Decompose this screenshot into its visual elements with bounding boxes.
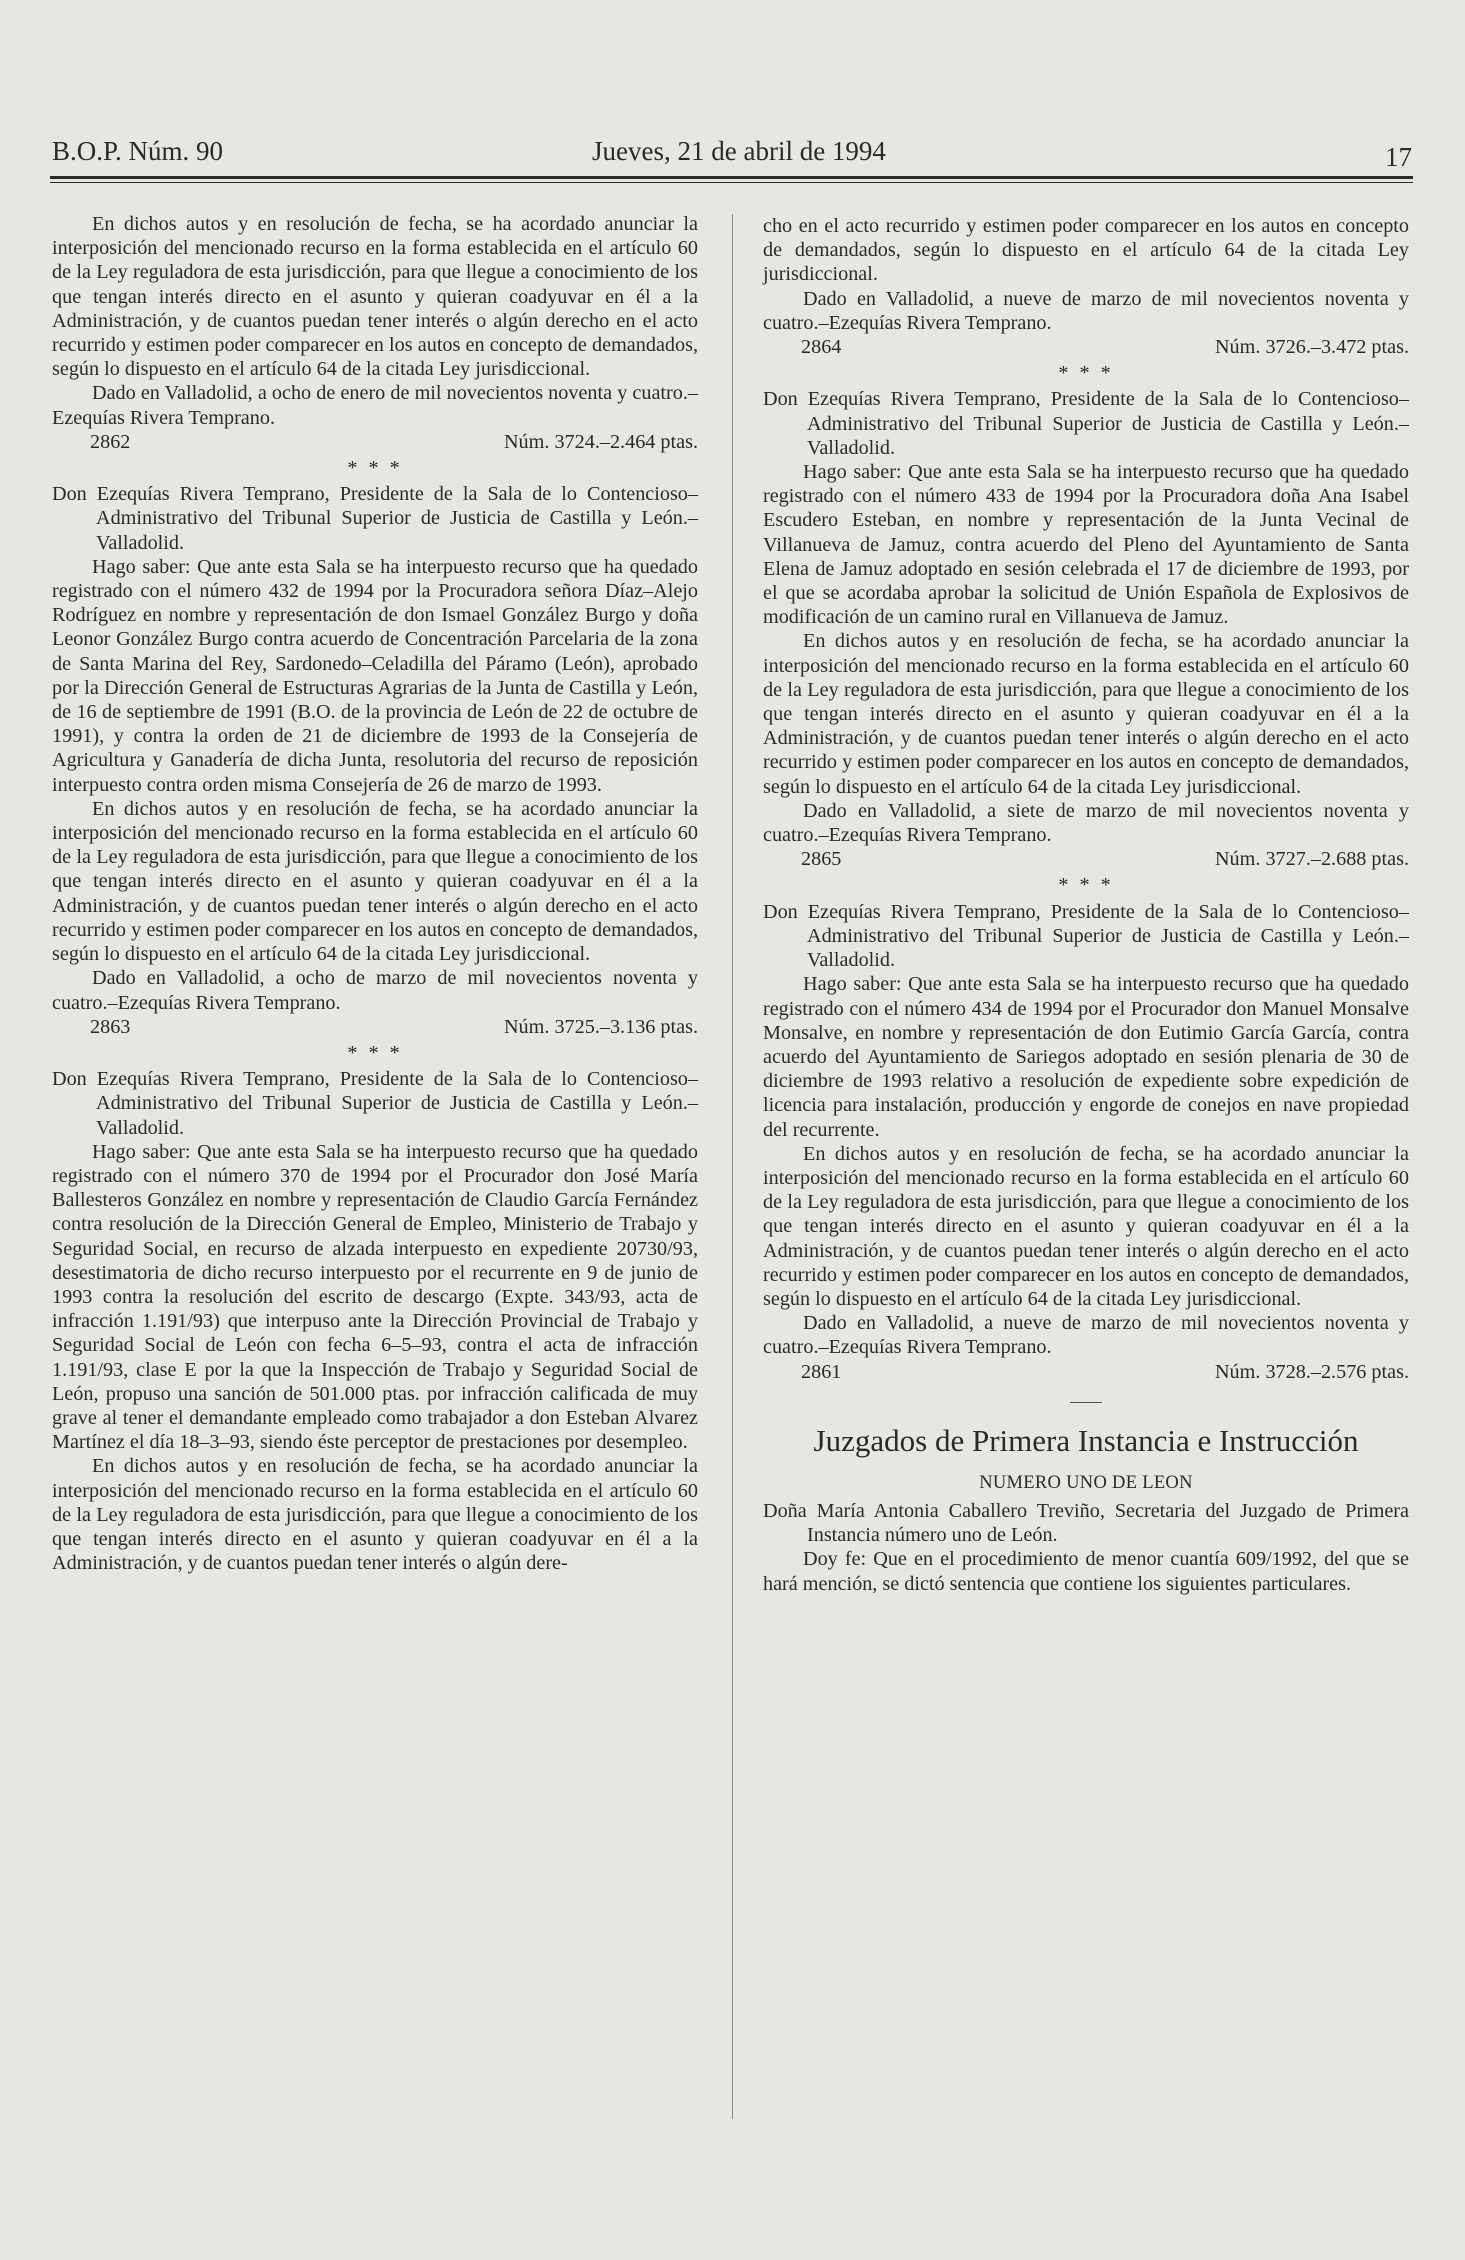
paragraph: Hago saber: Que ante esta Sala se ha interpuesto recurso que ha quedado registrado con el número 433 de 1994 por la Procuradora doña Ana Isabel Escudero Esteban, en nombre y representación de la Junta Vecinal de Villanueva de Jamuz, contra acuerdo del Pleno del Ayuntamiento de Santa Elena de Jamuz adoptado en sesión celebrada el 17 de diciembre de 1993, por el que se acordaba aprobar la solicitud de Unión Española de Explosivos de modificación de un camino rural en Villanueva de Jamuz. [763,461,1409,629]
paragraph: Doy fe: Que en el procedimiento de menor cuantía 609/1992, del que se hará mención, se dictó sentencia que contiene los siguientes particulares. [763,1548,1409,1595]
paragraph: Hago saber: Que ante esta Sala se ha interpuesto recurso que ha quedado registrado con el número 370 de 1994 por el Procurador don José María Ballesteros González en nombre y representación de Claudio García Fernández contra resolución de la Dirección General de Empleo, Ministerio de Trabajo y Seguridad Social, en recurso de alzada interpuesto en expediente 20730/93, desestimatoria de dicho recurso interpuesto por el recurrente en 9 de junio de 1993 contra la resolución del escrito de descargo (Expte. 343/93, acta de infracción 1.191/93) que interpuso ante la Dirección Provincial de Trabajo y Seguridad Social de León con fecha 6–5–93, contra el acta de infracción 1.191/93, clase E por la que la Inspección de Trabajo y Seguridad Social de León, propuso una sanción de 501.000 ptas. por infracción calificada de muy grave al tener el demandante empleado como trabajador a don Esteban Alvarez Martínez el día 18–3–93, siendo éste perceptor de prestaciones por desempleo. [52,1140,698,1454]
paragraph: Hago saber: Que ante esta Sala se ha interpuesto recurso que ha quedado registrado con el número 434 de 1994 por el Procurador don Manuel Monsalve Monsalve, en nombre y representación de don Eutimio García García, contra acuerdo del Ayuntamiento de Sariegos adoptado en sesión plenaria de 30 de diciembre de 1993 relativo a resolución de expediente sobre expedición de licencia para instalación, producción y engorde de conejos en nave propiedad del recurrente. [763,973,1409,1141]
reference-line [52,430,698,454]
section-divider [1070,1402,1102,1403]
fee-number: Núm. 3728.–2.576 ptas. [1214,1360,1409,1383]
header-rule-thick [50,176,1413,179]
reference-line [763,1360,1409,1384]
paragraph: En dichos autos y en resolución de fecha, se ha acordado anunciar la interposición del mencionado recurso en la forma establecida en el artículo 60 de la Ley reguladora de esta jurisdicción, para que llegue a conocimiento de los que tengan interés directo en el asunto y quieran coadyuvar en él a la Administración, y de cuantos puedan tener interés o algún derecho en el acto recurrido y estimen poder comparecer en los autos en concepto de demandados, según lo dispuesto en el artículo 64 de la citada Ley jurisdiccional. [52,213,698,381]
fee-number: Núm. 3727.–2.688 ptas. [1214,848,1409,871]
notice-heading: Don Ezequías Rivera Temprano, Presidente de la Sala de lo Contencioso–Administrativo del Tribunal Superior de Justicia de Castilla y León.–Valladolid. [52,1068,698,1139]
right-column [763,212,1409,1596]
notice-heading: Don Ezequías Rivera Temprano, Presidente de la Sala de lo Contencioso–Administrativo del Tribunal Superior de Justicia de Castilla y León.–Valladolid. [763,388,1409,459]
signature: Dado en Valladolid, a nueve de marzo de mil novecientos noventa y cuatro.–Ezequías Rivera Temprano. [763,287,1409,334]
reference-code: 2865 [801,848,842,871]
signature: Dado en Valladolid, a ocho de enero de mil novecientos noventa y cuatro.–Ezequías Rivera Temprano. [52,382,698,429]
fee-number: Núm. 3724.–2.464 ptas. [503,430,698,453]
column-divider [732,214,733,2119]
separator: * * * [1058,874,1114,897]
publication-label: B.O.P. Núm. 90 [52,136,224,166]
paragraph: En dichos autos y en resolución de fecha, se ha acordado anunciar la interposición del mencionado recurso en la forma establecida en el artículo 60 de la Ley reguladora de esta jurisdicción, para que llegue a conocimiento de los que tengan interés directo en el asunto y quieran coadyuvar en él a la Administración, y de cuantos puedan tener interés o algún derecho en el acto recurrido y estimen poder comparecer en los autos en concepto de demandados, según lo dispuesto en el artículo 64 de la citada Ley jurisdiccional. [763,1142,1409,1310]
header-rule-thin [50,182,1413,183]
page-number: 17 [1385,142,1412,172]
paragraph: En dichos autos y en resolución de fecha, se ha acordado anunciar la interposición del mencionado recurso en la forma establecida en el artículo 60 de la Ley reguladora de esta jurisdicción, para que llegue a conocimiento de los que tengan interés directo en el asunto y quieran coadyuvar en él a la Administración, y de cuantos puedan tener interés o algún derecho en el acto recurrido y estimen poder comparecer en los autos en concepto de demandados, según lo dispuesto en el artículo 64 de la citada Ley jurisdiccional. [52,797,698,966]
separator: * * * [347,1041,403,1064]
left-column [52,212,698,1575]
issue-date: Jueves, 21 de abril de 1994 [592,136,886,166]
page-header [52,136,1412,176]
section-title: Juzgados de Primera Instancia e Instrucción [813,1422,1359,1458]
reference-line [763,335,1409,359]
court-name: NUMERO UNO DE LEON [979,1472,1193,1493]
signature: Dado en Valladolid, a siete de marzo de mil novecientos noventa y cuatro.–Ezequías Rivera Temprano. [763,799,1409,847]
separator: * * * [347,457,403,480]
paragraph: cho en el acto recurrido y estimen poder comparecer en los autos en concepto de demandados, según lo dispuesto en el artículo 64 de la citada Ley jurisdiccional. [763,215,1409,286]
reference-code: 2863 [90,1015,131,1038]
signature: Dado en Valladolid, a ocho de marzo de mil novecientos noventa y cuatro.–Ezequías Rivera Temprano. [52,967,698,1014]
reference-code: 2861 [801,1360,842,1383]
paragraph: En dichos autos y en resolución de fecha, se ha acordado anunciar la interposición del mencionado recurso en la forma establecida en el artículo 60 de la Ley reguladora de esta jurisdicción, para que llegue a conocimiento de los que tengan interés directo en el asunto y quieran coadyuvar en él a la Administración, y de cuantos puedan tener interés o algún dere- [52,1455,698,1575]
notice-heading: Don Ezequías Rivera Temprano, Presidente de la Sala de lo Contencioso–Administrativo del Tribunal Superior de Justicia de Castilla y León.–Valladolid. [52,483,698,554]
fee-number: Núm. 3725.–3.136 ptas. [503,1015,698,1038]
notice-heading: Doña María Antonia Caballero Treviño, Secretaria del Juzgado de Primera Instancia número uno de León. [763,1499,1409,1547]
separator: * * * [1058,362,1114,385]
reference-line [52,1015,698,1039]
paragraph: Hago saber: Que ante esta Sala se ha interpuesto recurso que ha quedado registrado con el número 432 de 1994 por la Procuradora señora Díaz–Alejo Rodríguez en nombre y representación de don Ismael González Burgo y doña Leonor González Burgo contra acuerdo de Concentración Parcelaria de la zona de Santa Marina del Rey, Sardonedo–Celadilla del Páramo (León), aprobado por la Dirección General de Estructuras Agrarias de la Junta de Castilla y León, de 16 de septiembre de 1991 (B.O. de la provincia de León de 22 de octubre de 1991), y contra la orden de 21 de diciembre de 1993 de la Consejería de Agricultura y Ganadería de dicha Junta, resolutoria del recurso de reposición interpuesto contra orden misma Consejería de 26 de marzo de 1993. [52,555,698,796]
paragraph: En dichos autos y en resolución de fecha, se ha acordado anunciar la interposición del mencionado recurso en la forma establecida en el artículo 60 de la Ley reguladora de esta jurisdicción, para que llegue a conocimiento de los que tengan interés directo en el asunto y quieran coadyuvar en él a la Administración, y de cuantos puedan tener interés o algún derecho en el acto recurrido y estimen poder comparecer en los autos en concepto de demandados, según lo dispuesto en el artículo 64 de la citada Ley jurisdiccional. [763,630,1409,798]
reference-code: 2864 [801,336,842,359]
reference-line [763,847,1409,871]
notice-heading: Don Ezequías Rivera Temprano, Presidente de la Sala de lo Contencioso–Administrativo del Tribunal Superior de Justicia de Castilla y León.–Valladolid. [763,900,1409,972]
reference-code: 2862 [90,430,131,453]
fee-number: Núm. 3726.–3.472 ptas. [1214,336,1409,359]
signature: Dado en Valladolid, a nueve de marzo de mil novecientos noventa y cuatro.–Ezequías Rivera Temprano. [763,1312,1409,1359]
